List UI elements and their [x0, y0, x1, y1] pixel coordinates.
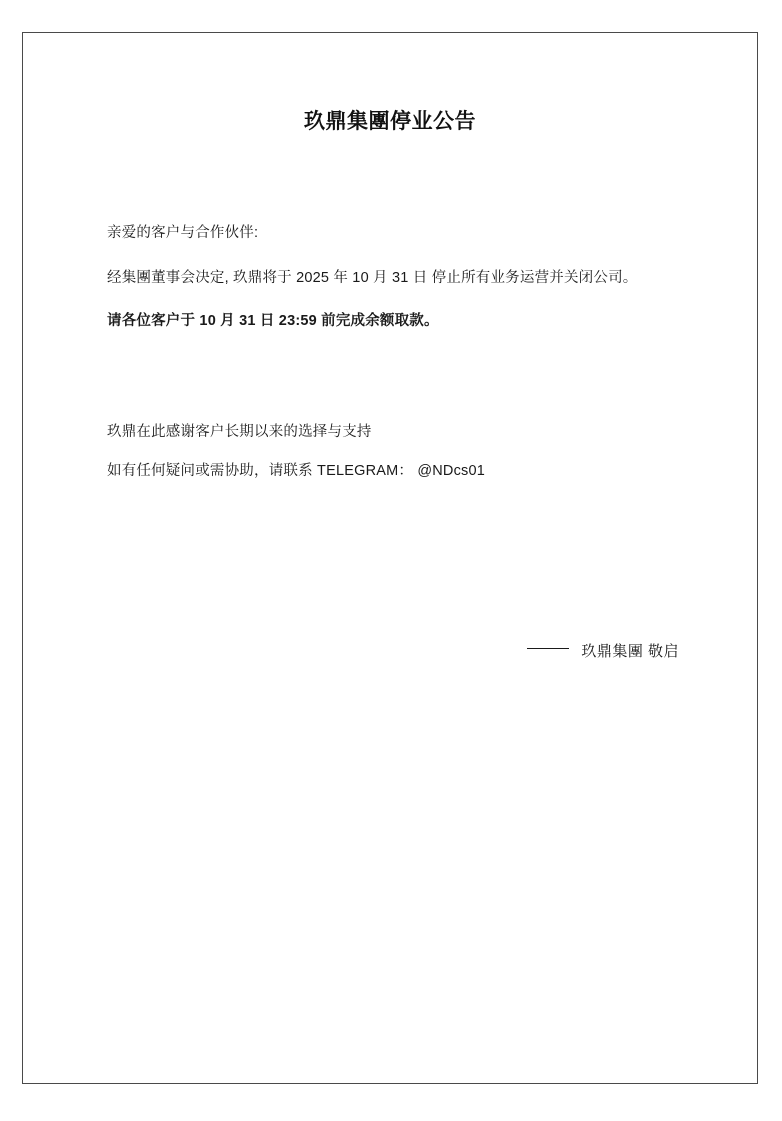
signature-text: 玖鼎集團 敬启	[581, 642, 679, 660]
document-body	[23, 215, 757, 490]
page-title: 玖鼎集團停业公告	[304, 110, 476, 133]
contact-paragraph: 如有任何疑问或需协助，请联系 TELEGRAM： @NDcs01	[107, 462, 486, 479]
signature-dash	[527, 648, 569, 649]
signature-block	[23, 640, 757, 661]
closure-notice-paragraph: 经集團董事会决定, 玖鼎将于 2025 年 10 月 31 日 停止所有业务运营并关闭公司。	[107, 269, 638, 286]
withdrawal-deadline-paragraph: 请各位客户于 10 月 31 日 23:59 前完成余额取款。	[107, 312, 439, 329]
thanks-paragraph: 玖鼎在此感谢客户长期以来的选择与支持	[107, 423, 372, 440]
document-page	[22, 32, 758, 1084]
greeting-paragraph: 亲爱的客户与合作伙伴:	[107, 225, 259, 241]
body-spacer	[107, 340, 697, 414]
